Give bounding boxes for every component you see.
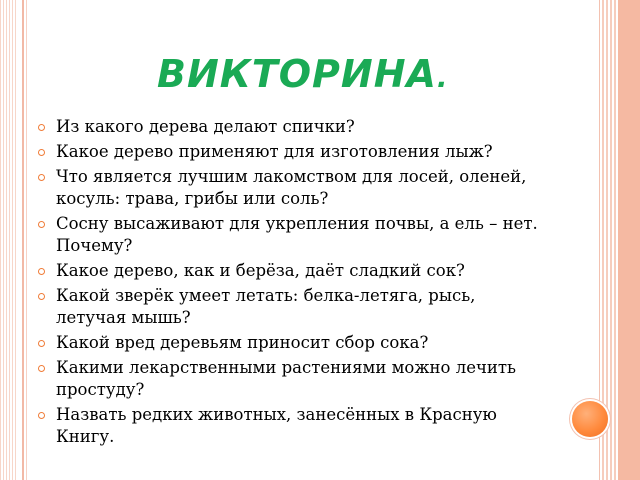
question-text: Сосну высаживают для укрепления почвы, а ель – нет. Почему?	[56, 214, 538, 255]
list-item	[38, 332, 548, 354]
list-item	[38, 357, 548, 401]
bullet-icon	[38, 340, 45, 347]
bullet-icon	[38, 268, 45, 275]
question-text: Какими лекарственными растениями можно лечить простуду?	[56, 358, 516, 399]
questions-list	[38, 116, 548, 451]
question-text: Что является лучшим лакомством для лосей, оленей, косуль: трава, грибы или соль?	[56, 167, 527, 208]
list-item	[38, 141, 548, 163]
question-text: Из какого дерева делают спички?	[56, 117, 355, 136]
question-text: Назвать редких животных, занесённых в Красную Книгу.	[56, 405, 497, 446]
slide-title-text: ВИКТОРИНА	[157, 52, 437, 96]
list-item	[38, 285, 548, 329]
bullet-icon	[38, 412, 45, 419]
orange-circle-icon	[572, 401, 608, 437]
right-decorative-bar	[618, 0, 640, 480]
question-text: Какой вред деревьям приносит сбор сока?	[56, 333, 429, 352]
left-decorative-stripes	[0, 0, 16, 480]
slide-title	[157, 52, 449, 96]
bullet-icon	[38, 293, 45, 300]
bullet-icon	[38, 221, 45, 228]
list-item	[38, 404, 548, 448]
question-text: Какое дерево, как и берёза, даёт сладкий сок?	[56, 261, 465, 280]
list-item	[38, 116, 548, 138]
bullet-icon	[38, 365, 45, 372]
list-item	[38, 166, 548, 210]
left-decorative-line	[22, 0, 24, 480]
left-decorative-line-thin	[26, 0, 27, 480]
bullet-icon	[38, 174, 45, 181]
question-text: Какой зверёк умеет летать: белка-летяга, рысь, летучая мышь?	[56, 286, 476, 327]
list-item	[38, 260, 548, 282]
bullet-icon	[38, 149, 45, 156]
bullet-icon	[38, 124, 45, 131]
list-item	[38, 213, 548, 257]
question-text: Какое дерево применяют для изготовления лыж?	[56, 142, 493, 161]
slide-title-suffix: .	[436, 61, 449, 94]
